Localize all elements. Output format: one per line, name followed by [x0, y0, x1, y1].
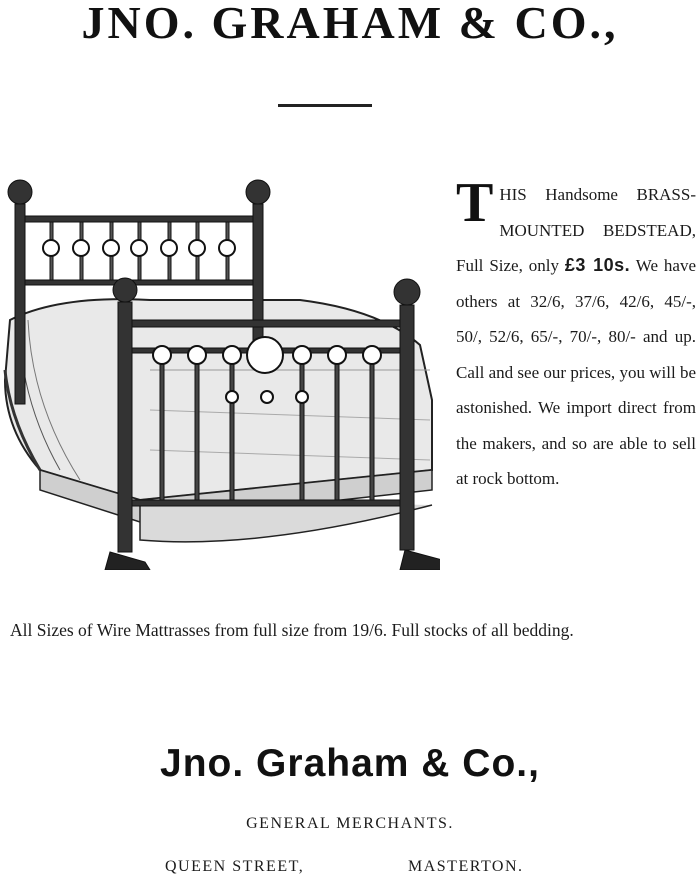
divider-rule [278, 104, 372, 107]
mattress-note: All Sizes of Wire Mattrasses from full size from 19/6. Full stocks of all bedding. [10, 620, 574, 640]
trade-description: GENERAL MERCHANTS. [246, 815, 454, 832]
price-label: £3 10s. [564, 255, 631, 275]
street-address: QUEEN STREET, [165, 858, 305, 875]
town-name: MASTERTON. [408, 858, 524, 875]
description-lead: HIS Handsome BRASS-MOUNTED BEDSTEAD, Full Size, only [456, 185, 696, 275]
brass-bedstead-illustration [0, 170, 440, 570]
drop-cap-letter: T [456, 172, 494, 234]
advert-headline: JNO. GRAHAM & CO., [81, 0, 619, 48]
bedstead-description [456, 172, 697, 497]
company-name: Jno. Graham & Co., [160, 742, 540, 785]
description-rest: We have others at 32/6, 37/6, 42/6, 45/-, 50/, 52/6, 65/-, 70/-, 80/- and up. Call and see our prices, you will be astonished. We import direct from the makers, and so are able to sell at rock bottom. [456, 256, 697, 488]
